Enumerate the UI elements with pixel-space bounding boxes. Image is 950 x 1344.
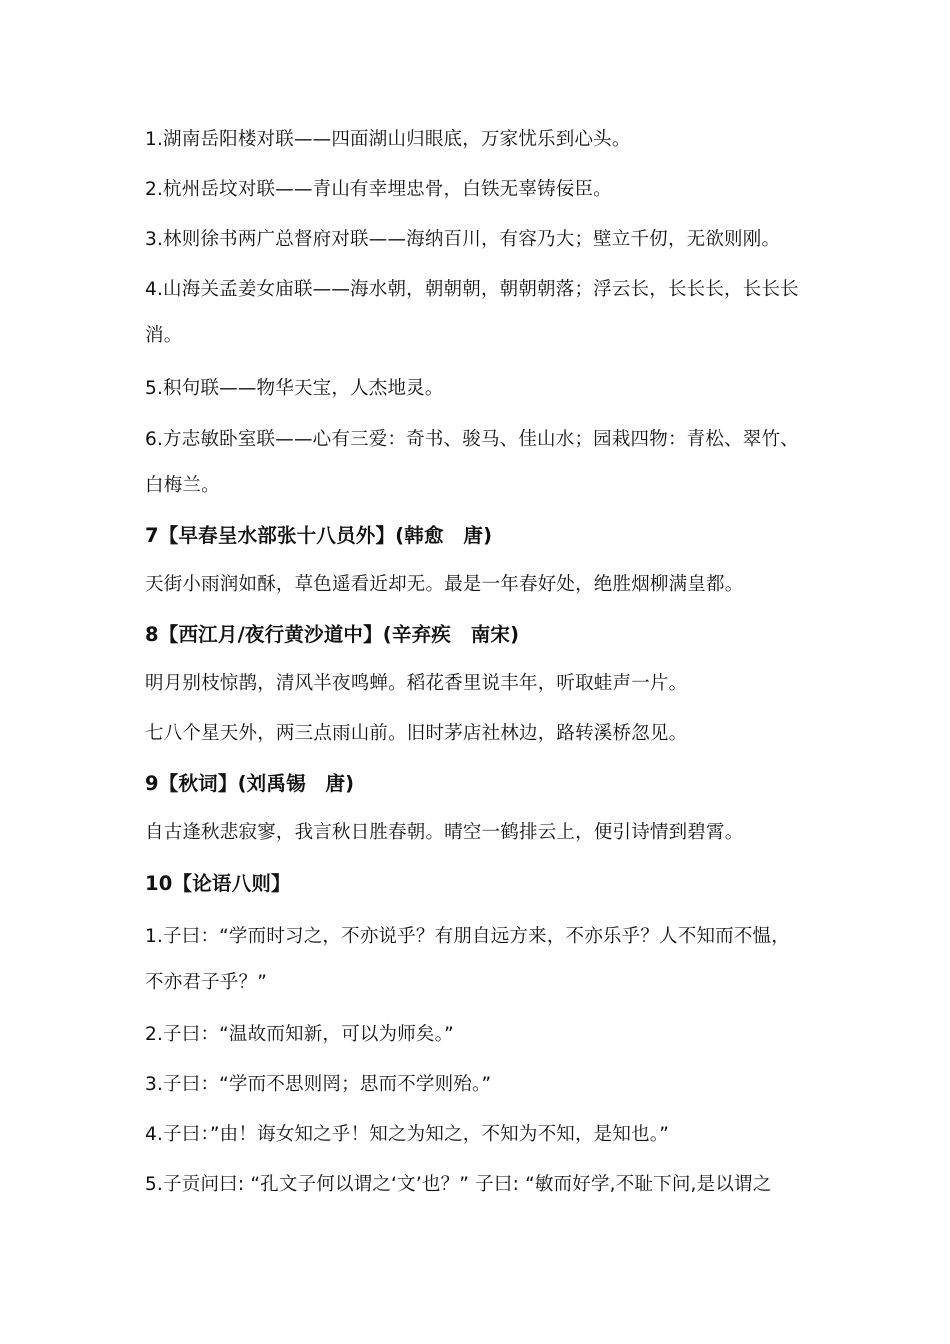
analects-5: 5.子贡问曰: “孔文子何以谓之‘文’也？” 子曰: “敏而好学,不耻下问,是以谓之: [145, 1174, 772, 1195]
analects-1: 1.子曰：“学而时习之，不亦说乎？有朋自远方来，不亦乐乎？人不知而不愠，: [145, 926, 790, 947]
heading-analects: 10【论语八则】: [145, 872, 291, 895]
analects-2: 2.子曰：“温故而知新，可以为师矣。”: [145, 1024, 454, 1045]
analects-3: 3.子曰：“学而不思则罔；思而不学则殆。”: [145, 1074, 492, 1095]
poem-7-text: 天街小雨润如酥，草色遥看近却无。最是一年春好处，绝胜烟柳满皇都。: [145, 574, 744, 595]
couplet-mengjiangnv-temple: 4.山海关孟姜女庙联——海水朝，朝朝朝，朝朝朝落；浮云长，长长长，长长长: [145, 279, 799, 300]
couplet-lin-zexu: 3.林则徐书两广总督府对联——海纳百川，有容乃大；壁立千仞，无欲则刚。: [145, 229, 781, 250]
couplet-jiju: 5.积句联——物华天宝，人杰地灵。: [145, 378, 444, 399]
analects-1-cont: 不亦君子乎？”: [145, 972, 267, 993]
poem-9-text: 自古逢秋悲寂寥，我言秋日胜春朝。晴空一鹤排云上，便引诗情到碧霄。: [145, 822, 744, 843]
analects-4: 4.子曰：”由！诲女知之乎！知之为知之，不知为不知，是知也。”: [145, 1124, 670, 1145]
heading-poem-7: 7【早春呈水部张十八员外】(韩愈 唐): [145, 524, 493, 547]
poem-8-line-2: 七八个星天外，两三点雨山前。旧时茅店社林边，路转溪桥忽见。: [145, 723, 688, 744]
heading-poem-8: 8【西江月/夜行黄沙道中】(辛弃疾 南宋): [145, 623, 520, 646]
couplet-yueyang-tower: 1.湖南岳阳楼对联——四面湖山归眼底，万家忧乐到心头。: [145, 129, 631, 150]
couplet-fang-zhimin-cont: 白梅兰。: [145, 475, 220, 496]
heading-poem-9: 9【秋词】(刘禹锡 唐): [145, 772, 355, 795]
poem-8-line-1: 明月别枝惊鹊，清风半夜鸣蝉。稻花香里说丰年，听取蛙声一片。: [145, 673, 688, 694]
couplet-yue-fei-tomb: 2.杭州岳坟对联——青山有幸埋忠骨，白铁无辜铸佞臣。: [145, 179, 612, 200]
couplet-mengjiangnv-temple-cont: 消。: [145, 325, 183, 346]
couplet-fang-zhimin: 6.方志敏卧室联——心有三爱：奇书、骏马、佳山水；园栽四物：青松、翠竹、: [145, 429, 799, 450]
